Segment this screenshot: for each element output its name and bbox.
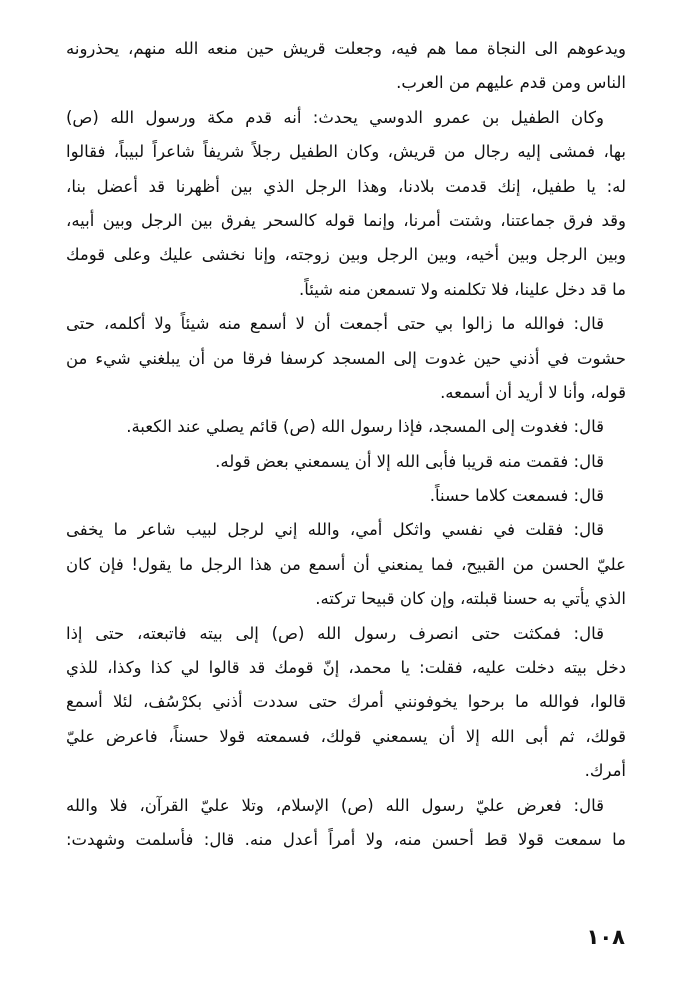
text-line: قوله، وأنا لا أريد أن أسمعه. bbox=[440, 382, 626, 402]
text-line: قال: فقلت في نفسي واثكل أمي، والله إني لرجل لبيب شاعر ما يخفى bbox=[66, 520, 604, 540]
text-line: قال: فغدوت إلى المسجد، فإذا رسول الله (ص) قائم يصلي عند الكعبة. bbox=[126, 417, 604, 437]
text-line: ما سمعت قولا قط أحسن منه، ولا أمراً أعدل منه. قال: فأسلمت وشهدت: bbox=[66, 829, 626, 849]
text-line: بها، فمشى إليه رجال من قريش، وكان الطفيل رجلاً شريفاً شاعراً لبيباً، فقالوا bbox=[66, 142, 626, 162]
text-line: قولك، ثم أبى الله إلا أن يسمعني قولك، فسمعته قولا حسناً، فاعرض عليّ bbox=[66, 726, 626, 746]
text-line: حشوت في أذني حين غدوت إلى المسجد كرسفا فرقا من أن يبلغني شيء من bbox=[66, 348, 626, 368]
text-line: قالوا، فوالله ما برحوا يخوفونني أمرك حتى سددت أذني بكرْسُف، لئلا أسمع bbox=[66, 692, 626, 712]
text-line: قال: فقمت منه قريبا فأبى الله إلا أن يسمعني بعض قوله. bbox=[215, 451, 604, 471]
page-number: ١٠٨ bbox=[586, 925, 625, 949]
text-line: دخل بيته دخلت عليه، فقلت: يا محمد، إنّ قومك قد قالوا لي كذا وكذا، للذي bbox=[66, 658, 626, 678]
text-line: أمرك. bbox=[584, 761, 626, 781]
text-line: عليّ الحسن من القبيح، فما يمنعني أن أسمع من هذا الرجل ما يقول! فإن كان bbox=[66, 554, 626, 574]
text-line: الناس ومن قدم عليهم من العرب. bbox=[396, 73, 626, 93]
text-line: قال: فوالله ما زالوا بي حتى أجمعت أن لا أسمع منه شيئاً ولا أكلمه، حتى bbox=[66, 314, 604, 334]
text-line: وكان الطفيل بن عمرو الدوسي يحدث: أنه قدم مكة ورسول الله (ص) bbox=[66, 107, 604, 127]
text-line: ويدعوهم الى النجاة مما هم فيه، وجعلت قريش حين منعه الله منهم، يحذرونه bbox=[66, 39, 626, 58]
text-line: وبين الرجل وبين أخيه، وبين الرجل وبين زوجته، وإنا نخشى عليك وعلى قومك bbox=[66, 245, 626, 265]
text-line: قال: فسمعت كلاما حسناً. bbox=[429, 486, 604, 506]
text-line: وقد فرق جماعتنا، وشتت أمرنا، وإنما قوله كالسحر يفرق بين الرجل وبين أبيه، bbox=[66, 210, 626, 230]
text-line: قال: فعرض عليّ رسول الله (ص) الإسلام، وتلا عليّ القرآن، فلا والله bbox=[66, 795, 604, 815]
page-body-text bbox=[66, 32, 626, 857]
text-line: له: يا طفيل، إنك قدمت بلادنا، وهذا الرجل الذي بين أظهرنا قد أعضل بنا، bbox=[66, 176, 626, 196]
text-line: الذي يأتي به حسنا قبلته، وإن كان قبيحا تركته. bbox=[315, 589, 626, 609]
text-line: ما قد دخل علينا، فلا تكلمنه ولا تسمعن منه شيئاً. bbox=[298, 279, 626, 299]
text-line: قال: فمكثت حتى انصرف رسول الله (ص) إلى بيته فاتبعته، حتى إذا bbox=[66, 623, 604, 643]
